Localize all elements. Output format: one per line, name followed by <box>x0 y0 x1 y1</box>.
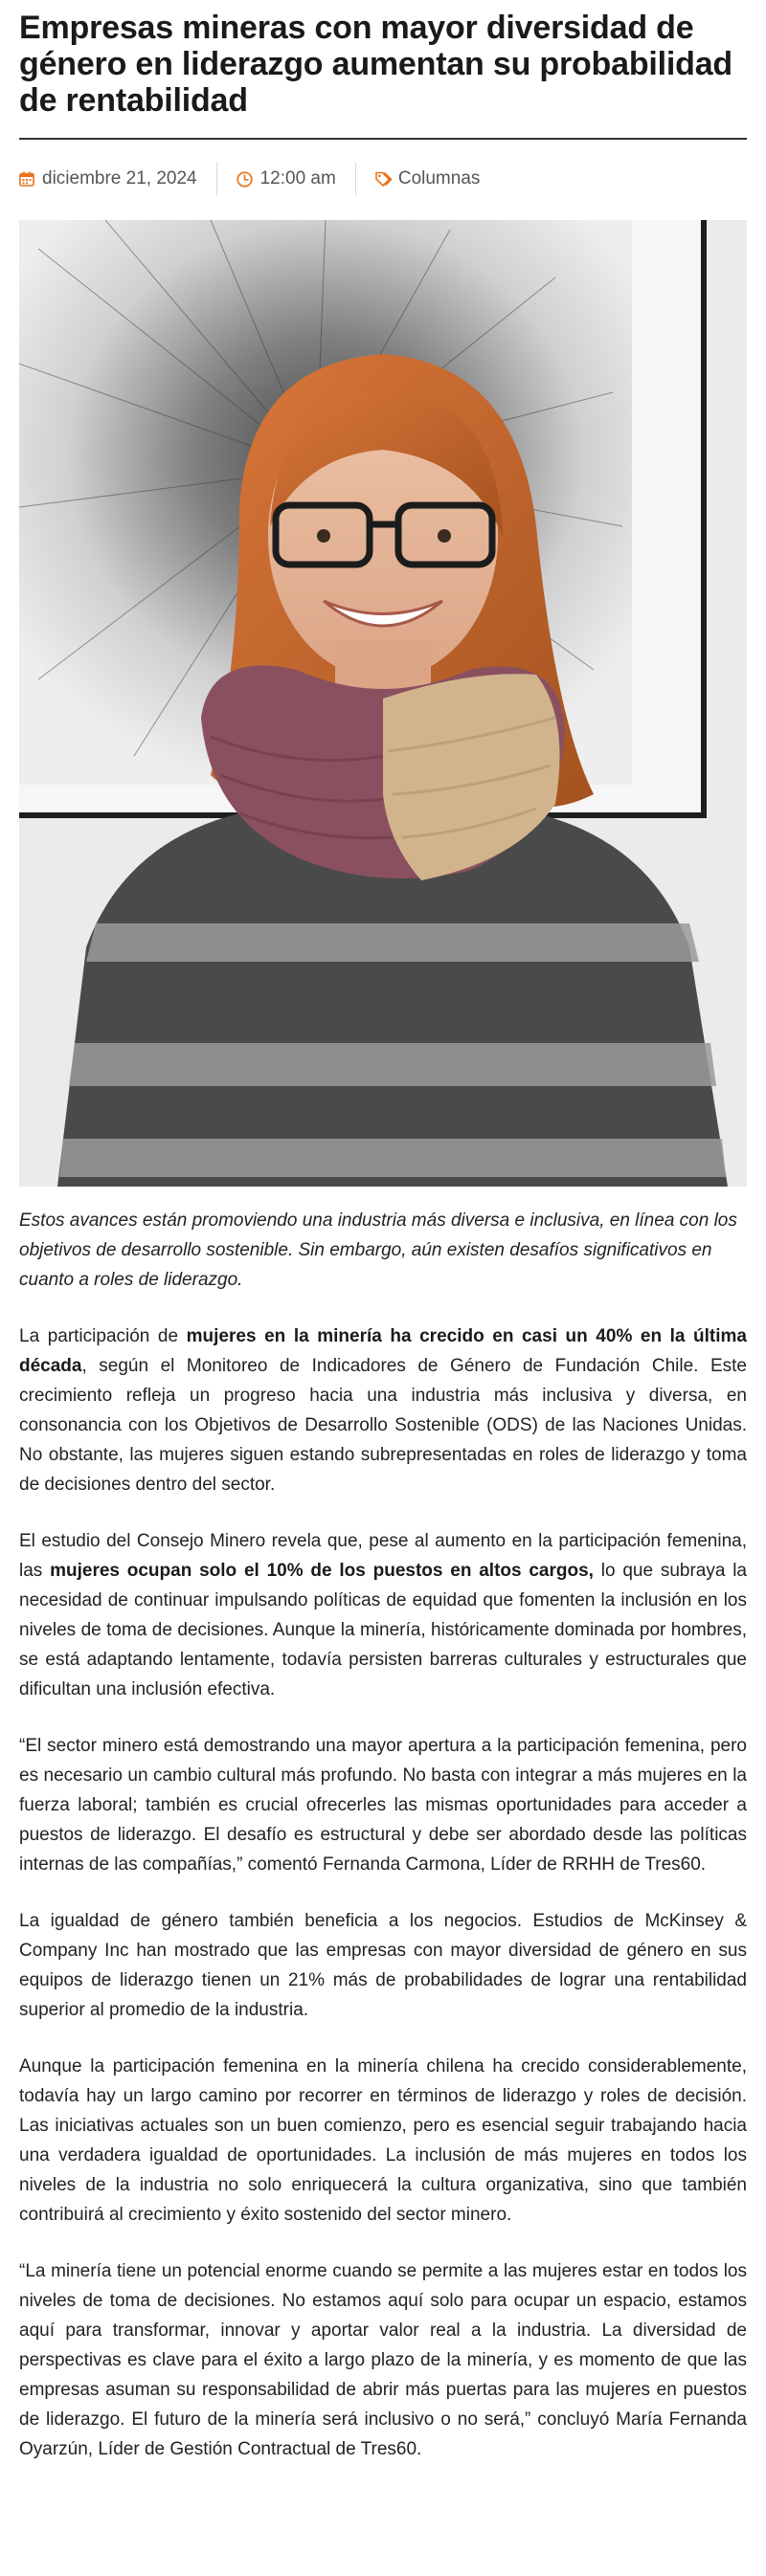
article-photo <box>19 220 747 1187</box>
post-time <box>217 163 355 195</box>
category-link[interactable]: Columnas <box>397 168 481 189</box>
paragraph-text: Aunque la participación femenina en la minería chilena ha crecido considerablemente, todavía hay un largo camino por recorrer en términos de liderazgo y roles de decisión. Las iniciativas actuales son un buen comienzo, pero es esencial seguir trabajando hacia una verdadera igualdad de oportunidades. La inclusión de más mujeres en todos los niveles de la industria no solo enriquecerá la cultura organizativa, sino que también contribuirá al crecimiento y éxito sostenido del sector minero. <box>19 2056 747 2225</box>
article <box>19 0 747 2464</box>
paragraph-text: La igualdad de género también beneficia a los negocios. Estudios de McKinsey & Company Inc han mostrado que las empresas con mayor diversidad de género en sus equipos de liderazgo tienen un 21% más de probabilidades de lograr una rentabilidad superior al promedio de la industria. <box>19 1911 747 2020</box>
article-paragraph <box>19 1731 747 1879</box>
paragraph-text: lo que subraya la necesidad de continuar impulsando políticas de equidad que fomenten la inclusión en los niveles de toma de decisiones. Aunque la minería, históricamente dominada por hombres, se está adaptando lentamente, todavía persisten barreras culturales y estructurales que dificultan una inclusión efectiva. <box>19 1561 747 1699</box>
article-paragraph <box>19 2052 747 2230</box>
post-date-text: diciembre 21, 2024 <box>42 168 197 189</box>
post-date <box>19 163 216 195</box>
clock-icon <box>237 171 253 188</box>
paragraph-highlight: mujeres en la minería ha crecido en casi un 40% en la última década <box>19 1326 747 1376</box>
paragraph-text: La participación de <box>19 1326 187 1346</box>
article-paragraph <box>19 1526 747 1704</box>
tags-icon <box>375 171 394 187</box>
article-body <box>19 1321 747 2464</box>
post-meta <box>19 157 747 201</box>
paragraph-text: “El sector minero está demostrando una mayor apertura a la participación femenina, pero es necesario un cambio cultural más profundo. No basta con integrar a más mujeres en la fuerza laboral; también es crucial ofrecerles las mismas oportunidades para acceder a puestos de liderazgo. El desafío es estructural y debe ser abordado desde las políticas internas de las compañías,” comentó Fernanda Carmona, Líder de RRHH de Tres60. <box>19 1736 747 1875</box>
paragraph-highlight: mujeres ocupan solo el 10% de los puestos en altos cargos, <box>50 1561 594 1581</box>
photo-caption: Estos avances están promoviendo una industria más diversa e inclusiva, en línea con los objetivos de desarrollo sostenible. Sin embargo, aún existen desafíos significativos en cuanto a roles de liderazgo. <box>19 1210 737 1290</box>
article-title: Empresas mineras con mayor diversidad de género en liderazgo aumentan su probabilidad de rentabilidad <box>19 10 732 119</box>
paragraph-text: El estudio del Consejo Minero revela que, pese al aumento en la participación femenina, las <box>19 1531 747 1581</box>
article-paragraph <box>19 1906 747 2025</box>
paragraph-text: “La minería tiene un potencial enorme cuando se permite a las mujeres estar en todos los niveles de toma de decisiones. No estamos aquí solo para ocupar un espacio, estamos aquí para transformar, innovar y aportar valor real a la industria. La diversidad de perspectivas es clave para el éxito a largo plazo de la minería, y es momento de que las empresas asuman su responsabilidad de abrir más puertas para las mujeres en puestos de liderazgo. El futuro de la minería será inclusivo o no será,” concluyó María Fernanda Oyarzún, Líder de Gestión Contractual de Tres60. <box>19 2261 747 2459</box>
title-divider <box>19 138 747 140</box>
article-paragraph <box>19 2256 747 2464</box>
post-category <box>356 163 500 195</box>
article-paragraph <box>19 1321 747 1499</box>
post-time-text: 12:00 am <box>259 168 336 189</box>
calendar-icon <box>19 171 34 187</box>
paragraph-text: , según el Monitoreo de Indicadores de Género de Fundación Chile. Este crecimiento refleja un progreso hacia una industria más inclusiva y diversa, en consonancia con los Objetivos de Desarrollo Sostenible (ODS) de las Naciones Unidas. No obstante, las mujeres siguen estando subrepresentadas en roles de liderazgo y toma de decisiones dentro del sector. <box>19 1356 747 1495</box>
